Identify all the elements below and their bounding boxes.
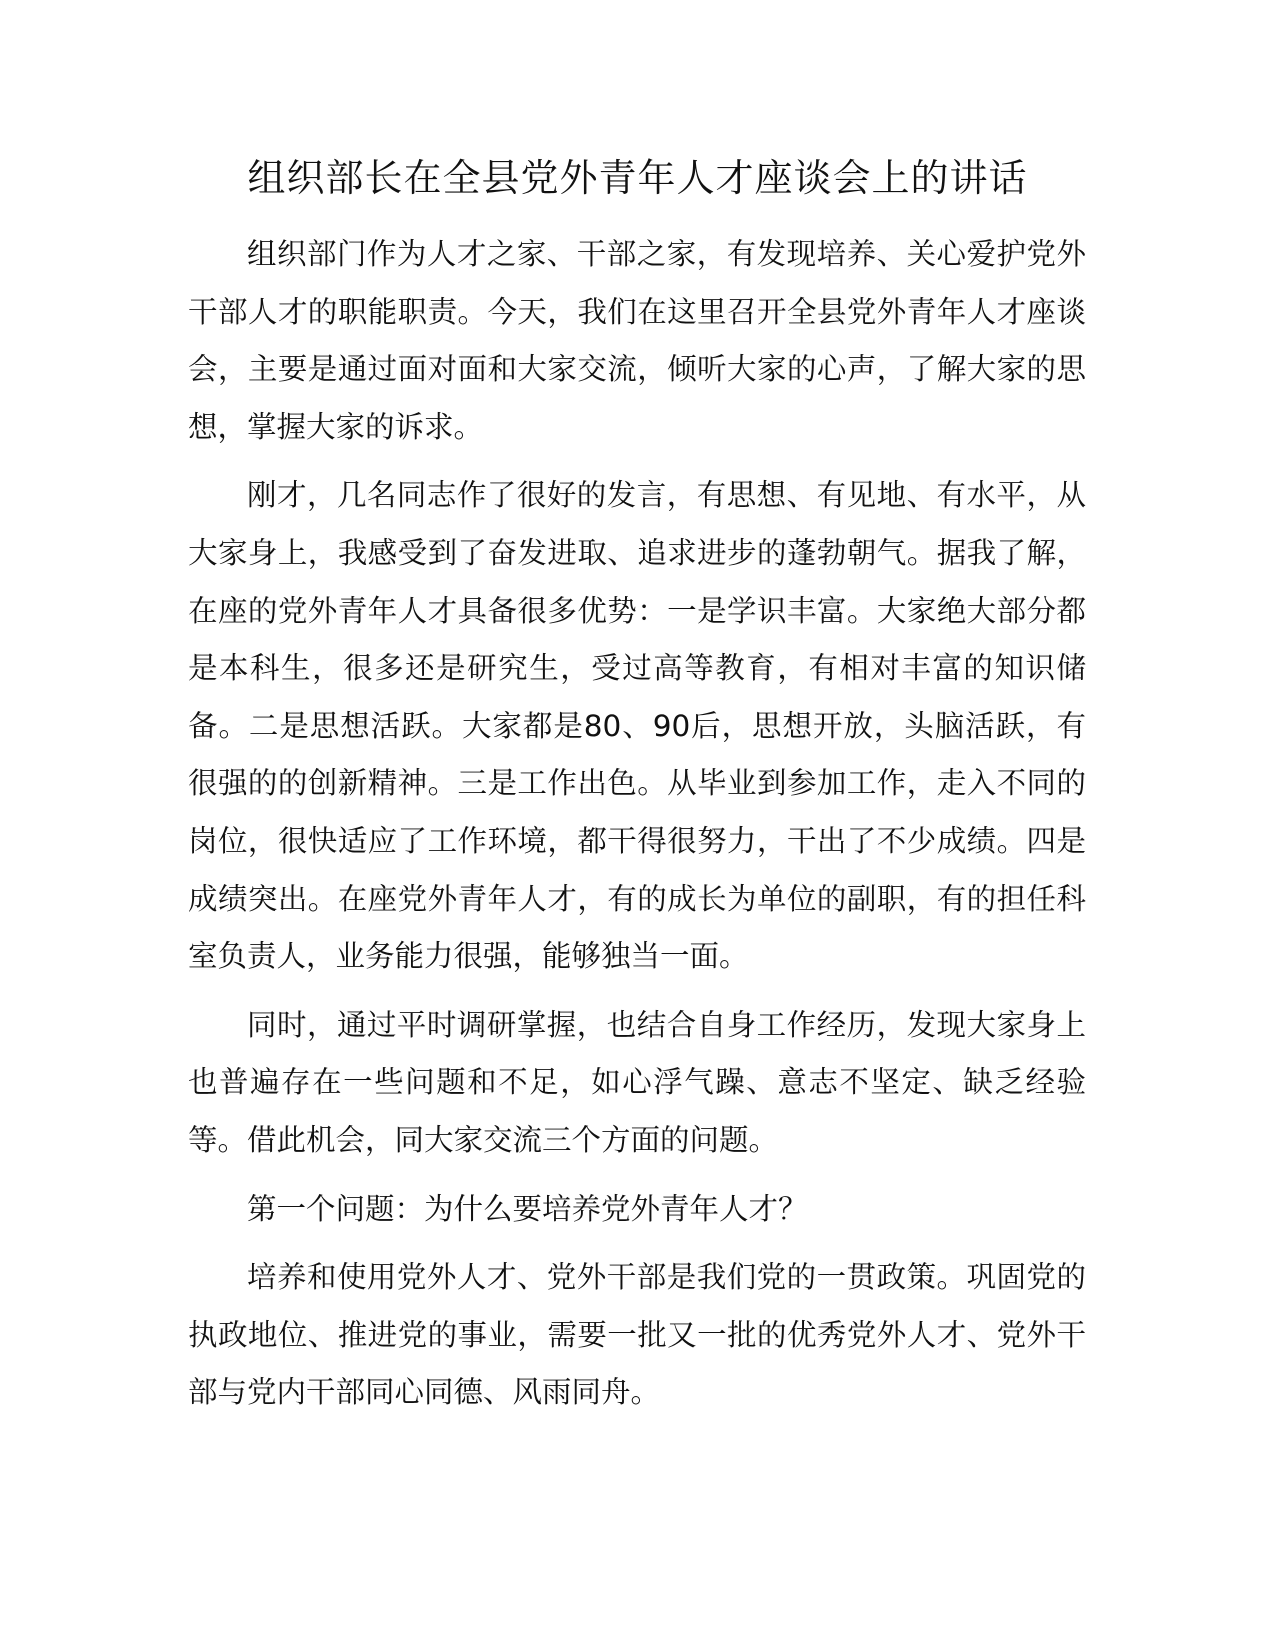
paragraph-intro: 组织部门作为人才之家、干部之家，有发现培养、关心爱护党外干部人才的职能职责。今天，我们在这里召开全县党外青年人才座谈会，主要是通过面对面和大家交流，倾听大家的心声，了解大家的思想，掌握大家的诉求。 <box>188 237 1086 444</box>
paragraph-strengths: 刚才，几名同志作了很好的发言，有思想、有见地、有水平，从大家身上，我感受到了奋发进取、追求进步的蓬勃朝气。据我了解，在座的党外青年人才具备很多优势：一是学识丰富。大家绝大部分都是本科生，很多还是研究生，受过高等教育，有相对丰富的知识储备。二是思想活跃。大家都是80、90后，思想开放，头脑活跃，有很强的的创新精神。三是工作出色。从毕业到参加工作，走入不同的岗位，很快适应了工作环境，都干得很努力，干出了不少成绩。四是成绩突出。在座党外青年人才，有的成长为单位的副职，有的担任科室负责人，业务能力很强，能够独当一面。 <box>188 478 1086 974</box>
document-title: 组织部长在全县党外青年人才座谈会上的讲话 <box>247 156 1028 200</box>
document-body <box>188 226 1086 1433</box>
paragraph-question-one: 第一个问题：为什么要培养党外青年人才？ <box>247 1191 808 1226</box>
paragraph-policy: 培养和使用党外人才、党外干部是我们党的一贯政策。巩固党的执政地位、推进党的事业，需要一批又一批的优秀党外人才、党外干部与党内干部同心同德、风雨同舟。 <box>188 1260 1086 1410</box>
paragraph-shortcomings: 同时，通过平时调研掌握，也结合自身工作经历，发现大家身上也普遍存在一些问题和不足，如心浮气躁、意志不坚定、缺乏经验等。借此机会，同大家交流三个方面的问题。 <box>188 1007 1086 1157</box>
